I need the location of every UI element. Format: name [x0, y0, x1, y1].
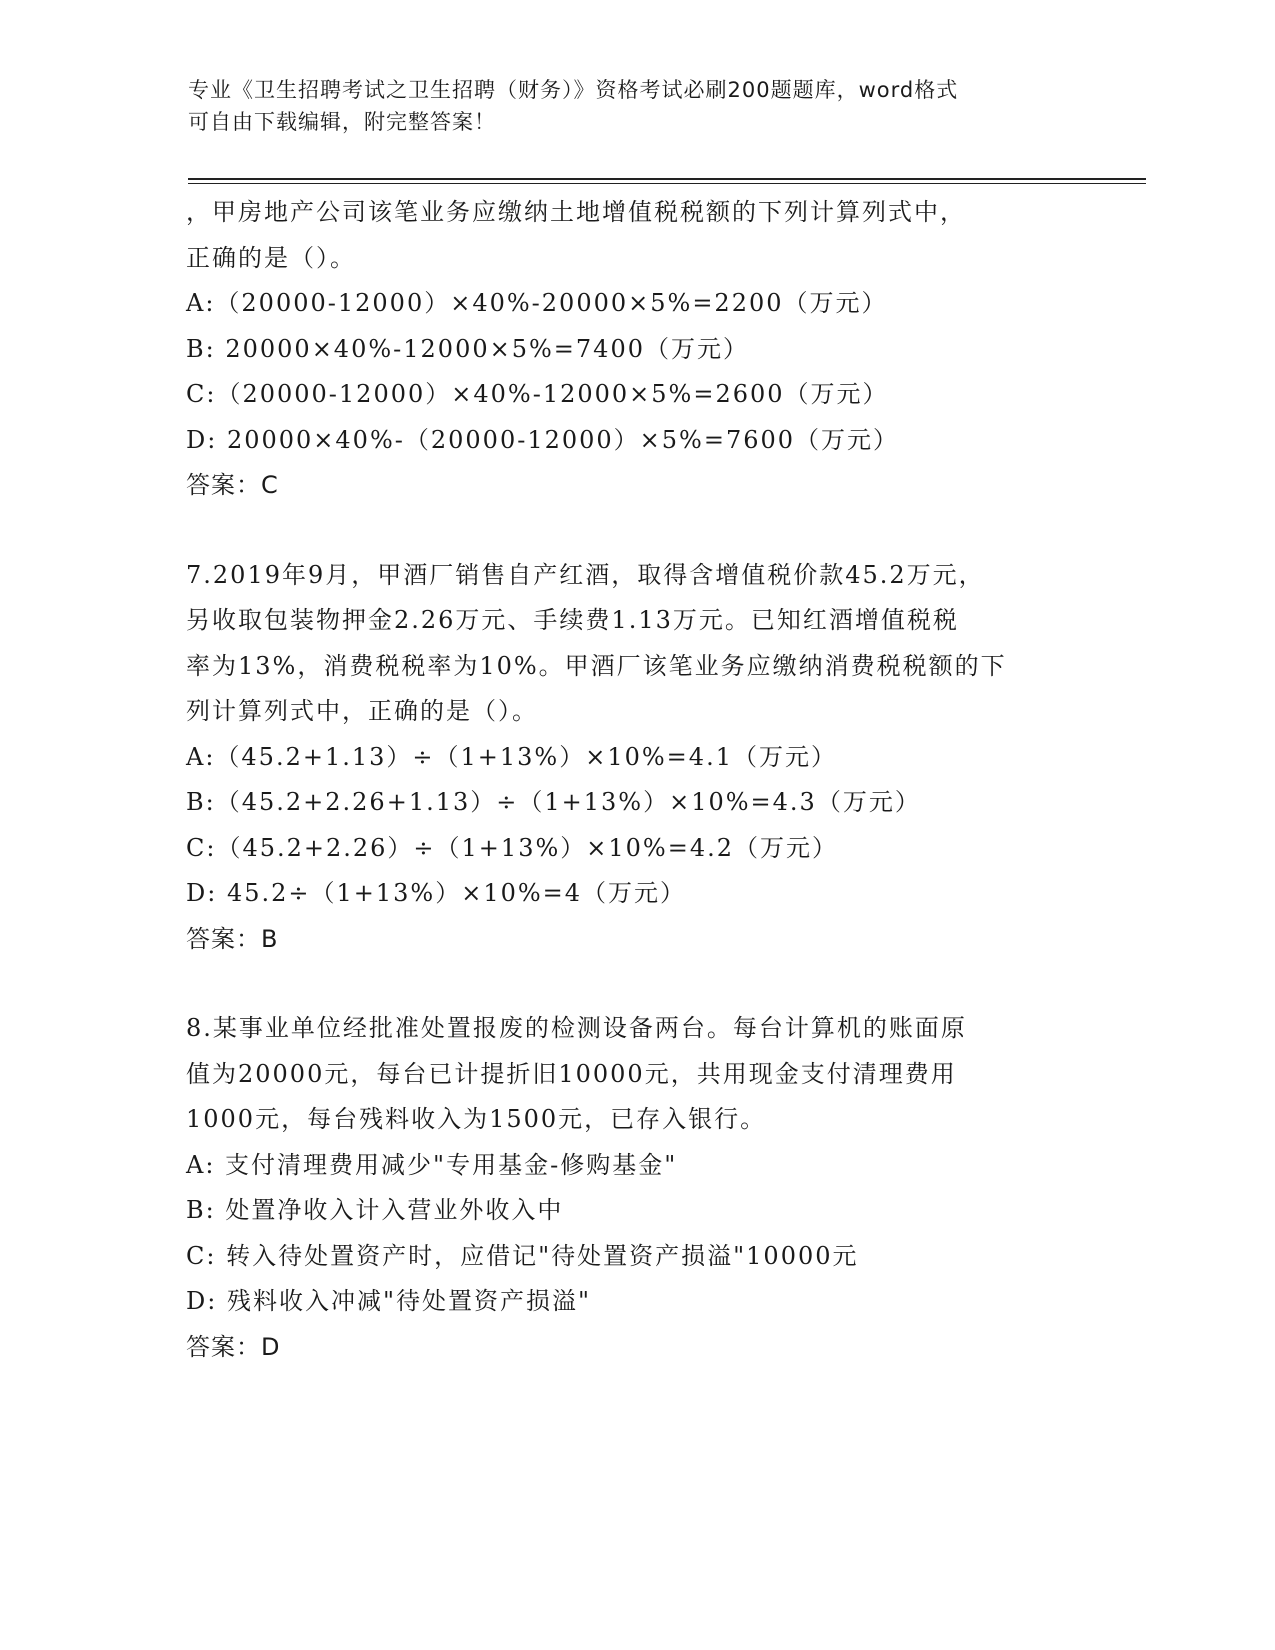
answer-line: 答案：C [186, 471, 279, 499]
option-c: C:（20000-12000）×40%-12000×5%=2600（万元） [186, 380, 889, 408]
header-divider-thick [188, 178, 1146, 180]
option-a: A:（45.2+1.13）÷（1+13%）×10%=4.1（万元） [186, 742, 837, 771]
answer-line: 答案：B [186, 924, 279, 953]
document-body [186, 190, 1086, 1370]
question-stem-line: 率为13%，消费税税率为10%。甲酒厂该笔业务应缴纳消费税税额的下 [186, 651, 1007, 680]
document-header [188, 74, 1068, 138]
question-6 [186, 190, 1086, 509]
question-stem-line: ，甲房地产公司该笔业务应缴纳土地增值税税额的下列计算列式中， [186, 198, 966, 226]
option-b: B: 处置净收入计入营业外收入中 [186, 1196, 564, 1224]
option-d: D: 45.2÷（1+13%）×10%=4（万元） [186, 879, 687, 907]
option-a: A: 支付清理费用减少"专用基金-修购基金" [186, 1150, 678, 1179]
option-b: B: 20000×40%-12000×5%=7400（万元） [186, 334, 749, 363]
option-a: A:（20000-12000）×40%-20000×5%=2200（万元） [186, 289, 888, 317]
option-c: C: 转入待处置资产时，应借记"待处置资产损溢"10000元 [186, 1241, 859, 1270]
option-b: B:（45.2+2.26+1.13）÷（1+13%）×10%=4.3（万元） [186, 788, 921, 816]
question-8 [186, 1006, 1086, 1370]
question-stem-line: 1000元，每台残料收入为1500元，已存入银行。 [186, 1105, 767, 1133]
header-line-2: 可自由下载编辑，附完整答案！ [188, 110, 496, 134]
question-stem-line: 另收取包装物押金2.26万元、手续费1.13万元。已知红酒增值税税 [186, 606, 959, 634]
question-stem-line: 7.2019年9月，甲酒厂销售自产红酒，取得含增值税价款45.2万元， [186, 560, 985, 589]
question-stem-line: 值为20000元，每台已计提折旧10000元，共用现金支付清理费用 [186, 1059, 957, 1088]
answer-line: 答案：D [186, 1332, 281, 1361]
question-spacer [186, 509, 1086, 553]
option-c: C:（45.2+2.26）÷（1+13%）×10%=4.2（万元） [186, 833, 838, 862]
header-divider-thin [188, 183, 1146, 184]
option-d: D: 残料收入冲减"待处置资产损溢" [186, 1287, 592, 1315]
option-d: D: 20000×40%-（20000-12000）×5%=7600（万元） [186, 425, 900, 454]
header-line-1: 专业《卫生招聘考试之卫生招聘（财务）》资格考试必刷200题题库，word格式 [188, 78, 959, 102]
question-stem-line: 8.某事业单位经批准处置报废的检测设备两台。每台计算机的账面原 [186, 1014, 967, 1042]
question-stem-line: 正确的是（）。 [186, 243, 356, 272]
question-stem-line: 列计算列式中，正确的是（）。 [186, 697, 538, 725]
question-7 [186, 553, 1086, 963]
question-spacer [186, 962, 1086, 1006]
